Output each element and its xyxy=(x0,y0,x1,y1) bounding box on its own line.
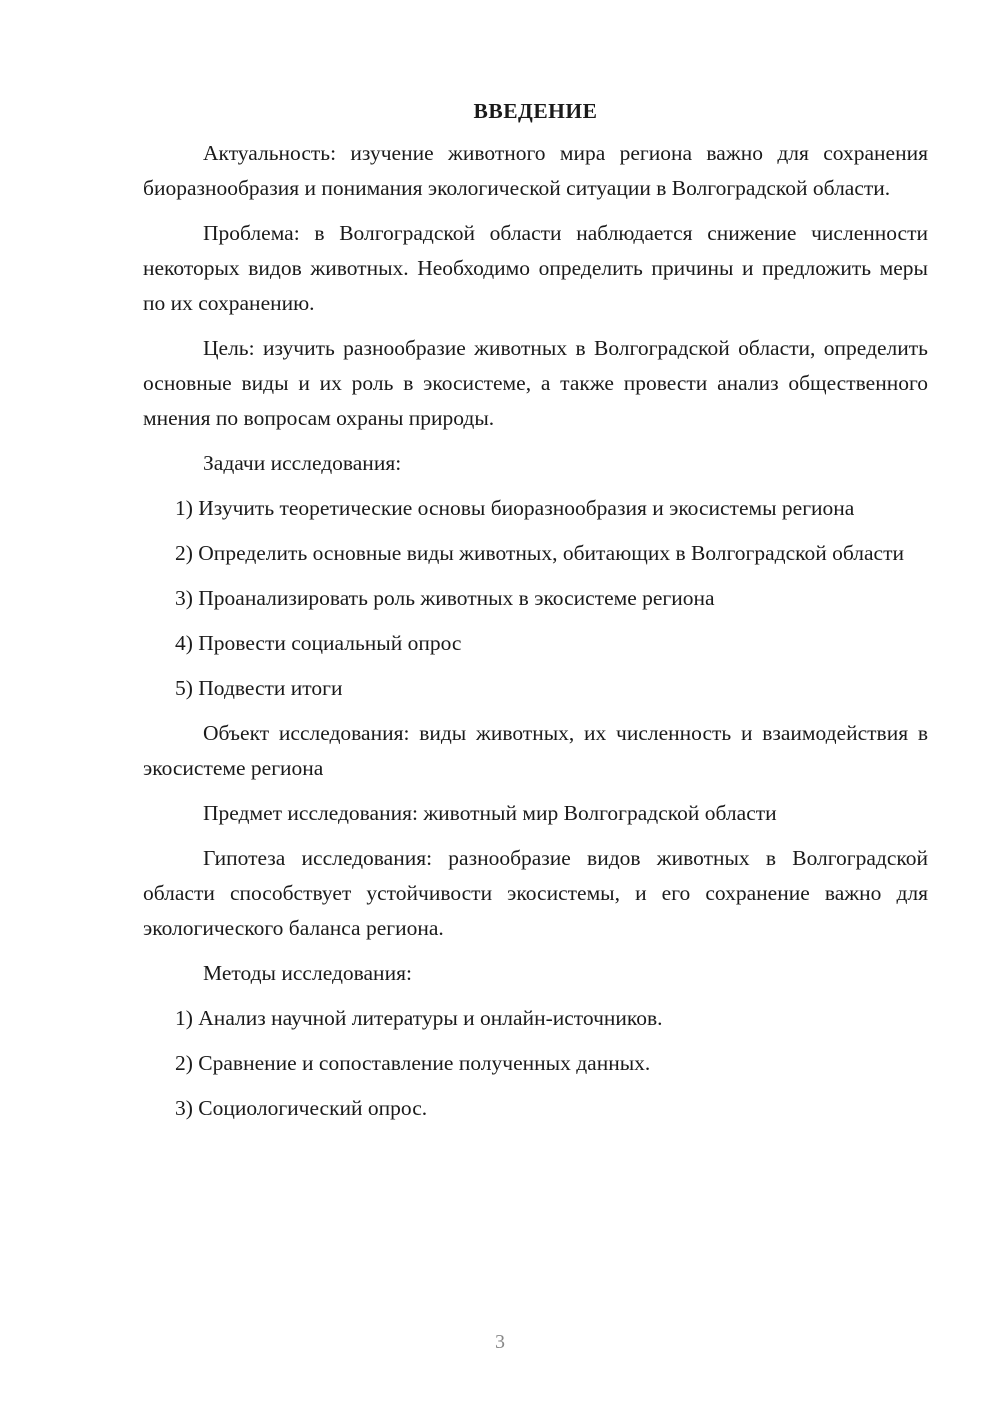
object-paragraph: Объект исследования: виды животных, их численность и взаимодействия в экосистеме региона xyxy=(143,721,928,780)
task-item-2: 2) Определить основные виды животных, обитающих в Волгоградской области xyxy=(175,541,905,565)
page-number: 3 xyxy=(495,1331,505,1353)
subject-paragraph: Предмет исследования: животный мир Волгоградской области xyxy=(203,801,777,825)
method-item-3: 3) Социологический опрос. xyxy=(175,1096,428,1120)
hypothesis-paragraph: Гипотеза исследования: разнообразие видов животных в Волгоградской области способствует устойчивости экосистемы, и его сохранение важно для экологического баланса региона. xyxy=(143,846,928,940)
task-item-1: 1) Изучить теоретические основы биоразнообразия и экосистемы региона xyxy=(175,496,855,520)
problem-paragraph: Проблема: в Волгоградской области наблюдается снижение численности некоторых видов животных. Необходимо определить причины и предложить меры по их сохранению. xyxy=(143,221,928,315)
task-item-4: 4) Провести социальный опрос xyxy=(175,631,462,655)
method-item-2: 2) Сравнение и сопоставление полученных данных. xyxy=(175,1051,651,1075)
task-item-3: 3) Проанализировать роль животных в экосистеме региона xyxy=(175,586,715,610)
task-item-5: 5) Подвести итоги xyxy=(175,676,343,700)
page-title: ВВЕДЕНИЕ xyxy=(473,99,598,123)
tasks-heading: Задачи исследования: xyxy=(203,451,402,475)
methods-heading: Методы исследования: xyxy=(203,961,412,985)
goal-paragraph: Цель: изучить разнообразие животных в Волгоградской области, определить основные виды и их роль в экосистеме, а также провести анализ общественного мнения по вопросам охраны природы. xyxy=(143,336,928,430)
relevance-paragraph: Актуальность: изучение животного мира региона важно для сохранения биоразнообразия и понимания экологической ситуации в Волгоградской области. xyxy=(143,141,928,200)
method-item-1: 1) Анализ научной литературы и онлайн-источников. xyxy=(175,1006,663,1030)
